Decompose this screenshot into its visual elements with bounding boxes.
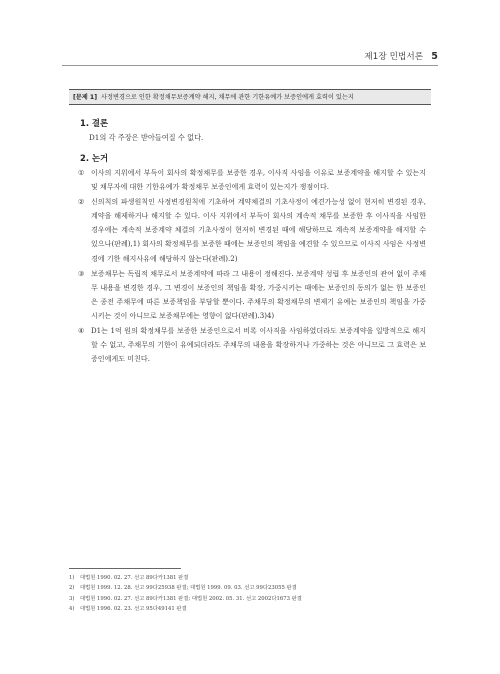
conclusion-text: D1의 각 주장은 받아들여질 수 없다. (89, 133, 204, 142)
item-text: 이사의 지위에서 부득이 회사의 확정채무를 보증한 경우, 이사직 사임을 이유로 보증계약을 해지할 수 있는지 및 채무자에 대한 기한유예가 확정채무 보증인에게 효력이 있는지가 쟁점이다. (91, 168, 426, 192)
footnote-rule (69, 568, 181, 569)
header-rule (62, 65, 438, 66)
footnote-number: 3) (69, 595, 75, 602)
item-text: 신의칙의 파생원칙인 사정변경원칙에 기초하여 계약체결의 기초사정이 예견가능성 없이 현저히 변경된 경우, 계약을 해제하거나 해지할 수 있다. 이사 지위에서 부득이 회사의 계속적 채무를 보증한 후 이사직을 사임한 경우에는 계속적 보증계약 체결의 기초사정이 현저히 변경된 때에 해당하므로 계속적 보증계약을 해지할 수 있으나 (91, 197, 426, 249)
problem-text: 사정변경으로 인한 확정채무보증계약 해지, 채무에 관한 기한유예가 보증인에게 효력이 있는지 (101, 94, 354, 101)
list-item (78, 324, 426, 366)
footnote-text: 대법원 1990. 02. 27. 선고 89다카1381 판결 (80, 575, 189, 581)
footnotes (69, 573, 429, 614)
page-number: 5 (431, 51, 438, 62)
running-header (364, 50, 438, 62)
chapter-title: 제1장 민법서론 (364, 52, 424, 62)
case-reference: (판례).2) (208, 253, 238, 263)
item-text: D1는 1억 원의 확정채무를 보증한 보증인으로서 비록 이사직을 사임하였더라도 보증계약을 일방적으로 해지할 수 없고, 주채무의 기한이 유예되더라도 주채무의 내용을 확장하거나 가중하는 것은 아니므로 그 효력은 보증인에게도 미친다. (91, 326, 426, 364)
item-number: ③ (78, 268, 85, 278)
footnote-number: 4) (69, 605, 75, 612)
item-number: ④ (78, 326, 85, 336)
footnote-number: 2) (69, 585, 75, 592)
case-reference: (판례).3)4) (238, 310, 275, 320)
discussion-heading: 2. 논거 (80, 153, 109, 163)
item-number: ① (78, 168, 85, 177)
footnote-text: 대법원 1996. 02. 23. 선고 95다49141 판결 (80, 605, 187, 612)
discussion-list (78, 166, 426, 367)
item-text: 회사의 확정채무를 보증한 때에는 보증인의 책임을 예견할 수 있으므로 이사직 사임은 사정변경에 기한 해지사유에 해당하지 않는다 (91, 239, 426, 263)
problem-box (69, 89, 431, 105)
conclusion-heading: 1. 결론 (80, 118, 109, 128)
footnote-text: 대법원 1990. 02. 27. 선고 89다카1381 판결; 대법원 2002. 05. 31. 선고 2002다1673 판결 (80, 595, 302, 602)
list-item (78, 195, 426, 265)
list-item (78, 267, 426, 323)
item-text: 보증채무는 독립적 채무로서 보증계약에 따라 그 내용이 정해진다. 보증계약 성립 후 보증인의 관여 없이 주채무 내용을 변경한 경우, 그 변경이 보증인의 책임을 확장, 가중시키는 때에는 보증인의 동의가 없는 한 보증인은 종전 주채무에 따른 보증책임을 부담할 뿐이다. 주채무의 확정채무의 변제기 유예는 보증인의 책임을 가중시키는 것이 아니므로 보증채무에는 영향이 없다 (91, 268, 426, 320)
problem-label: [문제 1] (73, 94, 98, 101)
footnote-text: 대법원 1999. 12. 28. 선고 99다25938 판결; 대법원 1999. 09. 03. 선고 99다23055 판결 (80, 585, 297, 592)
case-reference: (판례),1) (111, 239, 141, 249)
footnote (69, 573, 429, 583)
footnote (69, 594, 429, 604)
item-number: ② (78, 197, 85, 207)
footnote (69, 604, 429, 614)
footnote (69, 583, 429, 593)
list-item (78, 166, 426, 194)
footnote-number: 1) (69, 575, 75, 581)
